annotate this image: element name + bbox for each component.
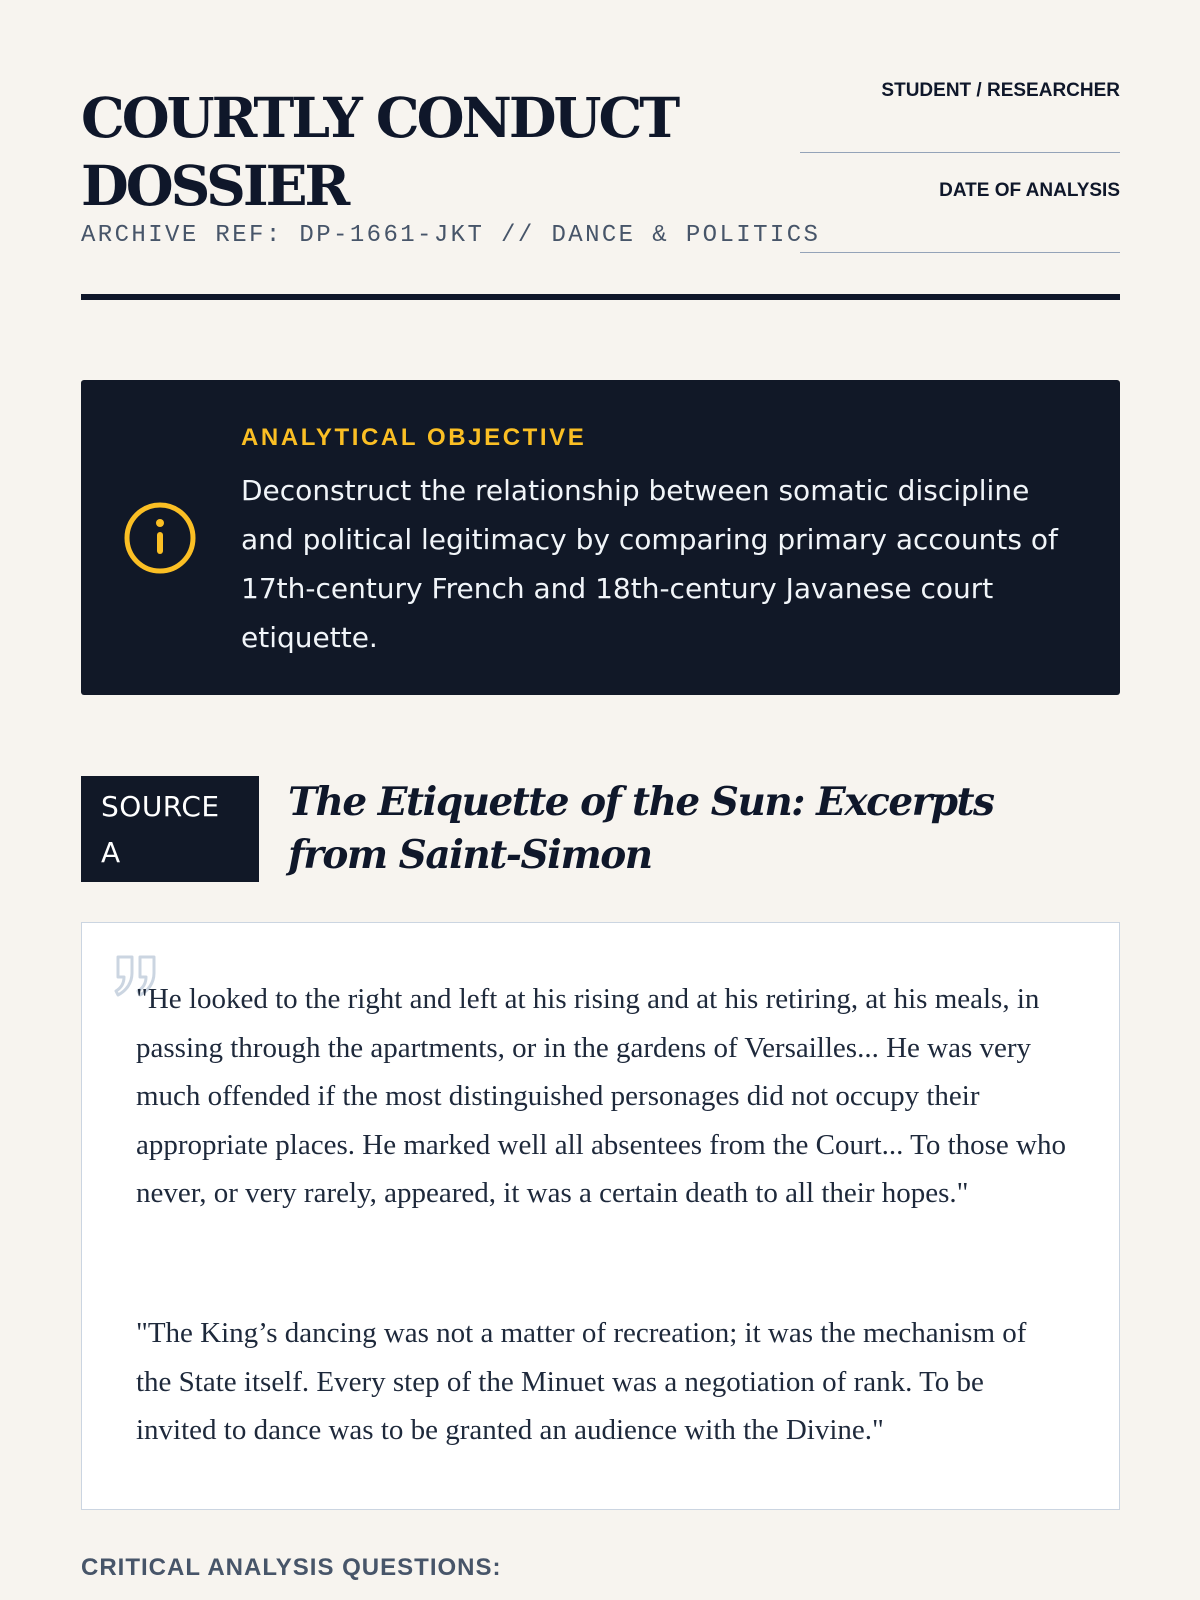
objective-heading: ANALYTICAL OBJECTIVE	[241, 424, 587, 451]
excerpt-paragraph-1: "He looked to the right and left at his rising and at his retiring, at his meals, in passing through the apartments, or in the gardens of Versailles... He was very much offended if the most distinguished personages did not occupy their appropriate places. He marked well all absentees from the Court... To those who never, or very rarely, appeared, it was a certain death to all their hopes."	[136, 983, 1066, 1209]
analytical-objective-panel	[81, 380, 1120, 695]
dossier-header	[81, 0, 1120, 300]
source-a-tag	[81, 776, 259, 882]
source-tag-line-1: SOURCE	[101, 790, 220, 823]
date-of-analysis-label: DATE OF ANALYSIS	[939, 180, 1120, 201]
page-title-line-2: DOSSIER	[81, 153, 348, 218]
excerpt-paragraph-2: "The King’s dancing was not a matter of recreation; it was the mechanism of the State itself. Every step of the Minuet was a negotiation of rank. To be invited to dance was to be granted an audience with the Divine."	[136, 1317, 1027, 1446]
dossier-page	[81, 0, 1120, 1600]
archive-reference: ARCHIVE REF: DP-1661-JKT // DANCE & POLITICS	[81, 222, 821, 249]
header-divider	[81, 294, 1120, 300]
researcher-field-label: STUDENT / RESEARCHER	[881, 80, 1120, 101]
critical-questions-heading: CRITICAL ANALYSIS QUESTIONS:	[81, 1554, 502, 1581]
researcher-field[interactable]	[800, 80, 1120, 153]
source-a-excerpt	[81, 922, 1120, 1510]
objective-text: Deconstruct the relationship between somatic discipline and political legitimacy by comparing primary accounts of 17th-century French and 18th-century Javanese court etiquette.	[241, 474, 1058, 654]
info-circle-icon	[123, 501, 197, 575]
page-title-line-1: COURTLY CONDUCT	[81, 85, 678, 150]
source-a-title: The Etiquette of the Sun: Excerpts from Saint-Simon	[288, 779, 994, 878]
source-tag-line-2: A	[101, 836, 121, 869]
date-of-analysis-field[interactable]	[800, 180, 1120, 253]
page-title	[81, 84, 721, 220]
